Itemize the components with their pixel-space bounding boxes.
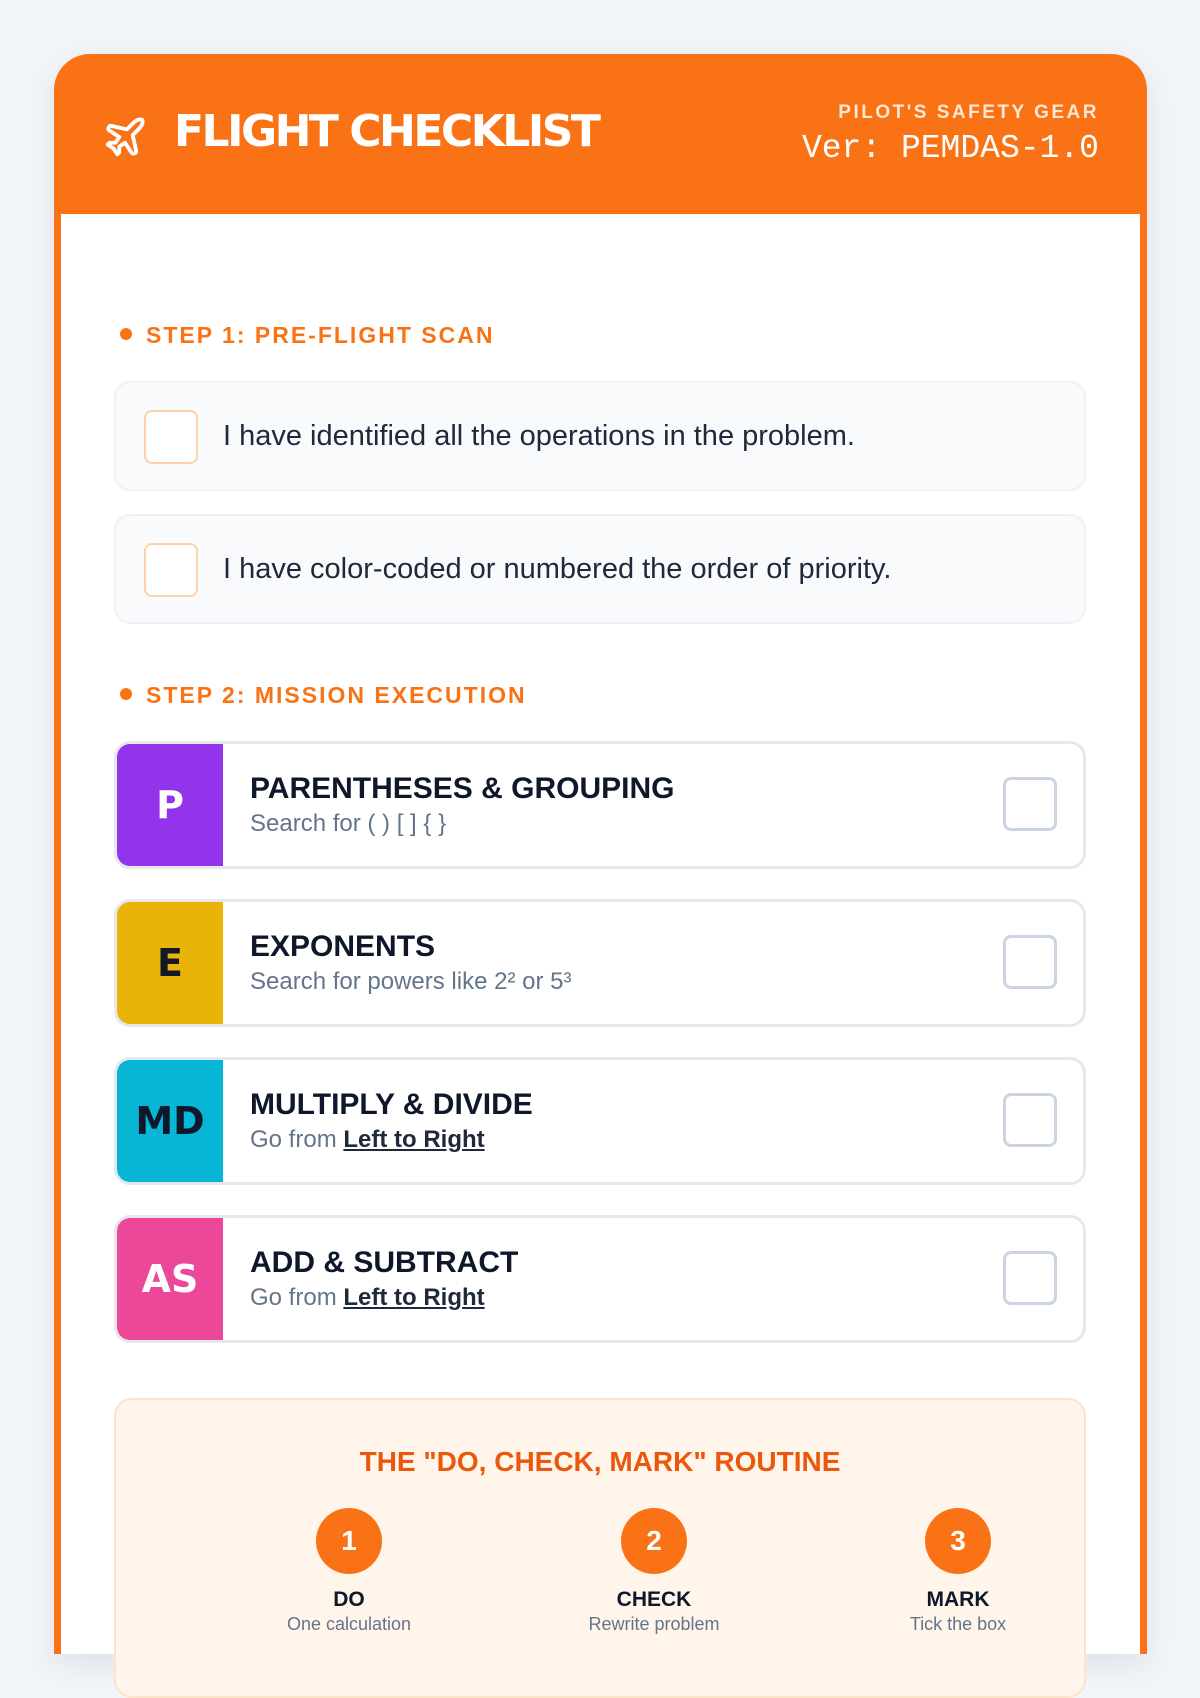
step2-heading: STEP 2: MISSION EXECUTION — [120, 682, 527, 709]
operation-title: MULTIPLY & DIVIDE — [250, 1088, 533, 1121]
airplane-icon — [102, 114, 148, 160]
bullet-dot-icon — [120, 688, 132, 700]
operation-description: Search for ( ) [ ] { } — [250, 810, 447, 837]
operation-badge: E — [117, 902, 223, 1024]
operation-row-add-subtract[interactable] — [114, 1215, 1086, 1343]
checklist-card — [54, 54, 1147, 1654]
routine-step-subtext: Rewrite problem — [588, 1614, 720, 1634]
page-title: FLIGHT CHECKLIST — [174, 106, 599, 157]
scan-checkbox[interactable] — [144, 543, 198, 597]
bullet-dot-icon — [120, 328, 132, 340]
step1-heading: STEP 1: PRE-FLIGHT SCAN — [120, 322, 494, 349]
routine-step-mark — [858, 1508, 1058, 1635]
left-to-right-emphasis: Left to Right — [343, 1126, 485, 1153]
scan-item-operations[interactable] — [114, 381, 1086, 491]
routine-step-subtext: Tick the box — [909, 1614, 1007, 1634]
routine-step-label: DO — [333, 1588, 365, 1611]
routine-title: THE "DO, CHECK, MARK" ROUTINE — [359, 1446, 841, 1477]
operation-row-multiply-divide[interactable] — [114, 1057, 1086, 1185]
operation-description: Go from Left to Right — [250, 1126, 485, 1153]
operation-row-exponents[interactable] — [114, 899, 1086, 1027]
scan-item-label: I have color-coded or numbered the order of priority. — [223, 552, 892, 585]
header — [54, 54, 1147, 214]
operation-title: ADD & SUBTRACT — [250, 1246, 519, 1279]
routine-step-label: MARK — [926, 1588, 990, 1611]
operation-checkbox[interactable] — [1003, 777, 1057, 831]
routine-panel — [114, 1398, 1086, 1698]
scan-item-label: I have identified all the operations in the problem. — [223, 419, 855, 452]
step-number-badge: 3 — [925, 1508, 991, 1574]
operation-description: Search for powers like 2² or 5³ — [250, 968, 572, 995]
step-number-badge: 1 — [316, 1508, 382, 1574]
routine-step-label: CHECK — [616, 1588, 692, 1611]
routine-step-check — [554, 1508, 754, 1635]
operation-checkbox[interactable] — [1003, 1251, 1057, 1305]
version-label: Ver: PEMDAS-1.0 — [801, 130, 1099, 167]
operation-description: Go from Left to Right — [250, 1284, 485, 1311]
header-subtitle: PILOT'S SAFETY GEAR — [838, 102, 1099, 123]
operation-title: EXPONENTS — [250, 930, 436, 963]
scan-item-priority[interactable] — [114, 514, 1086, 624]
operation-badge: P — [117, 744, 223, 866]
step-number-badge: 2 — [621, 1508, 687, 1574]
left-to-right-emphasis: Left to Right — [343, 1284, 485, 1311]
checklist-body — [61, 214, 1140, 1654]
routine-step-subtext: One calculation — [286, 1614, 412, 1634]
operation-title: PARENTHESES & GROUPING — [250, 772, 675, 805]
operation-checkbox[interactable] — [1003, 1093, 1057, 1147]
routine-step-do — [249, 1508, 449, 1635]
operation-row-parentheses[interactable] — [114, 741, 1086, 869]
operation-badge: AS — [117, 1218, 223, 1340]
operation-checkbox[interactable] — [1003, 935, 1057, 989]
scan-checkbox[interactable] — [144, 410, 198, 464]
operation-badge: MD — [117, 1060, 223, 1182]
